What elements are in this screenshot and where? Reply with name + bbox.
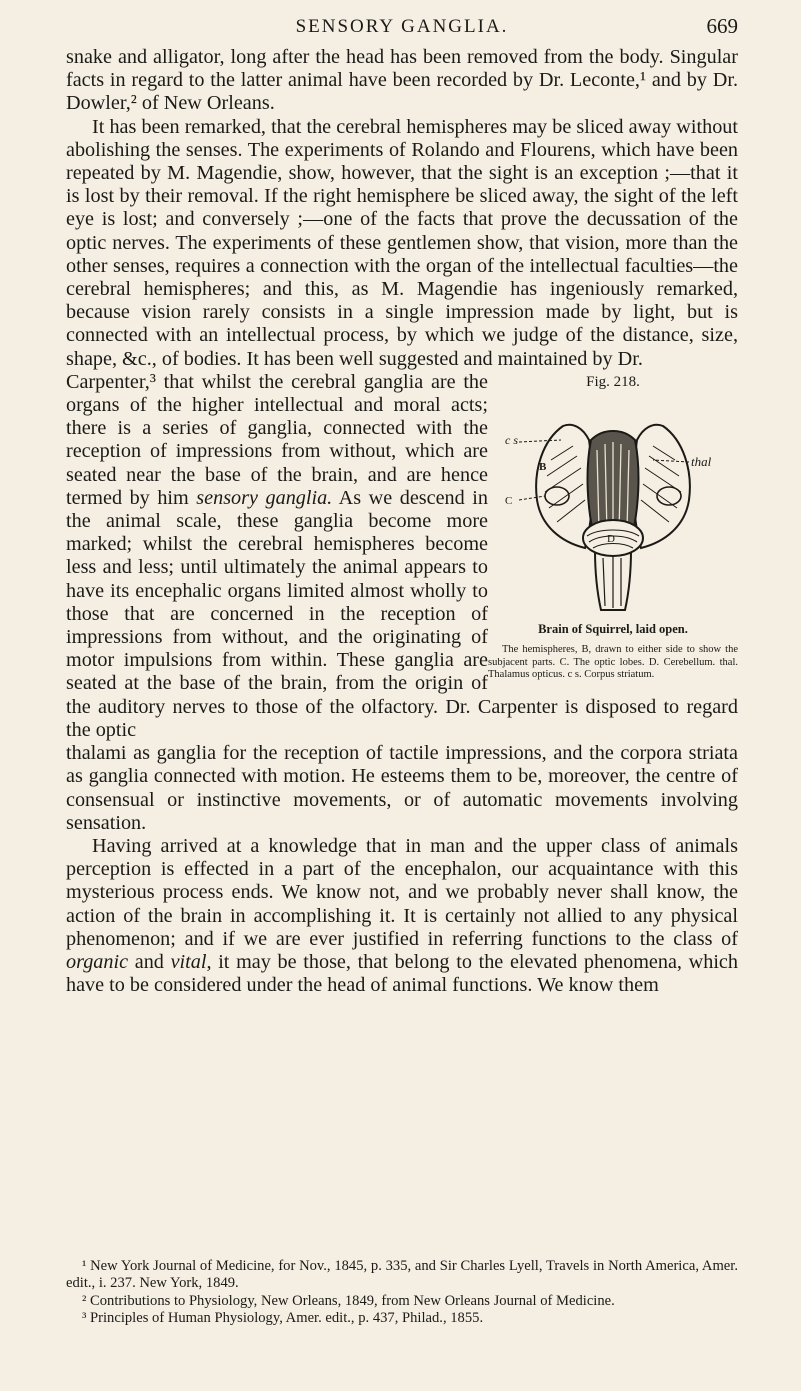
italic-term: vital	[170, 950, 207, 973]
footnote-3: ³ Principles of Human Physiology, Amer. edit., p. 437, Philad., 1855.	[82, 1310, 484, 1327]
marker-c: C	[505, 495, 513, 508]
page-header	[66, 12, 738, 42]
paragraph-part: Having arrived at a knowledge that in man and the upper class of animals perception is effected in a part of the encephalon, our acquaintance with this mysterious process ends. We know not, and we probably never shall know, the action of the brain in accomplishing it. It is certainly not allied to any physical phenomenon; and if we are ever justified in referring functions to the class of	[66, 834, 738, 950]
figure-218	[488, 371, 738, 682]
squirrel-brain-illustration	[503, 400, 723, 614]
running-head: SENSORY GANGLIA.	[295, 16, 509, 37]
paragraph-thalami: thalami as ganglia for the reception of tactile impressions, and the corpora striata as ganglia connected with motion. He esteems them to be, moreover, the centre of consensual or instinctive movements, or of automatic movements involving sensation.	[66, 742, 738, 834]
paragraph-part: and	[128, 950, 171, 973]
figure-caption: The hemispheres, B, drawn to either side to show the subjacent parts. C. The optic lobes. D. Cerebellum. thal. Thalamus opticus. c s. Corpus striatum.	[488, 644, 738, 681]
marker-cs: c s	[505, 433, 518, 448]
italic-term: sensory ganglia.	[196, 486, 333, 509]
marker-d: D	[607, 533, 615, 546]
paragraph-continuation: snake and alligator, long after the head has been removed from the body. Singular facts in regard to the latter animal have been recorded by Dr. Leconte,¹ and by Dr. Dowler,² of New Orleans.	[66, 46, 738, 115]
footnotes	[66, 1258, 738, 1328]
body-text	[66, 46, 738, 997]
figure-title: Brain of Squirrel, laid open.	[538, 622, 688, 637]
paragraph-perception	[66, 835, 738, 997]
marker-b: B	[539, 461, 547, 474]
paragraph-cerebral-hemispheres: It has been remarked, that the cerebral hemispheres may be sliced away without abolishing the senses. The experiments of Rolando and Flourens, which have been repeated by M. Magendie, show, however, that the sight is an exception ;—that it is lost by their removal. If the right hemisphere be sliced away, the sight of the left eye is lost; and conversely ;—one of the facts that prove the decussation of the optic nerves. The experiments of these gentlemen show, that vision, more than the other senses, requires a connection with the organ of the intellectual faculties—the cerebral hemispheres; and this, as M. Magendie has ingeniously remarked, because vision rarely consists in a single impression made by light, but is connected with an intellectual process, by which we judge of the distance, size, shape, &c., of bodies. It has been well suggested and maintained by Dr.	[66, 115, 738, 370]
paragraph-part: As we descend in the animal scale, these ganglia become more marked; whilst the cerebral hemispheres become less and less; until ultimately the animal appears to have its encephalic organs limited almost wholly to those that are concerned in the reception of impressions from without, and the originating of motor impulsions from within. These ganglia are seated at the base of the brain, from the origin of the auditory nerves to those of the olfactory. Dr. Carpenter is disposed to regard the optic	[66, 486, 738, 741]
footnote-2: ² Contributions to Physiology, New Orleans, 1849, from New Orleans Journal of Medicine.	[82, 1292, 615, 1309]
marker-thal: thal	[691, 454, 712, 470]
italic-term: organic	[66, 950, 129, 973]
figure-label: Fig. 218.	[586, 373, 640, 390]
paragraph-part: Carpenter,³ that whilst the cerebral ganglia are the organs of the higher intellectual and moral acts; there is a series of ganglia, connected with the reception of impressions from without, which are seated near the base of the brain, and are hence termed by him	[66, 370, 488, 509]
footnote-1: ¹ New York Journal of Medicine, for Nov., 1845, p. 335, and Sir Charles Lyell, Travels in North America, Amer. edit., i. 237. New York, 1849.	[66, 1258, 738, 1292]
paragraph-part: , it may be those, that belong to the elevated phenomena, which have to be considered under the head of animal functions. We know them	[66, 950, 738, 997]
page-number: 669	[706, 14, 738, 38]
